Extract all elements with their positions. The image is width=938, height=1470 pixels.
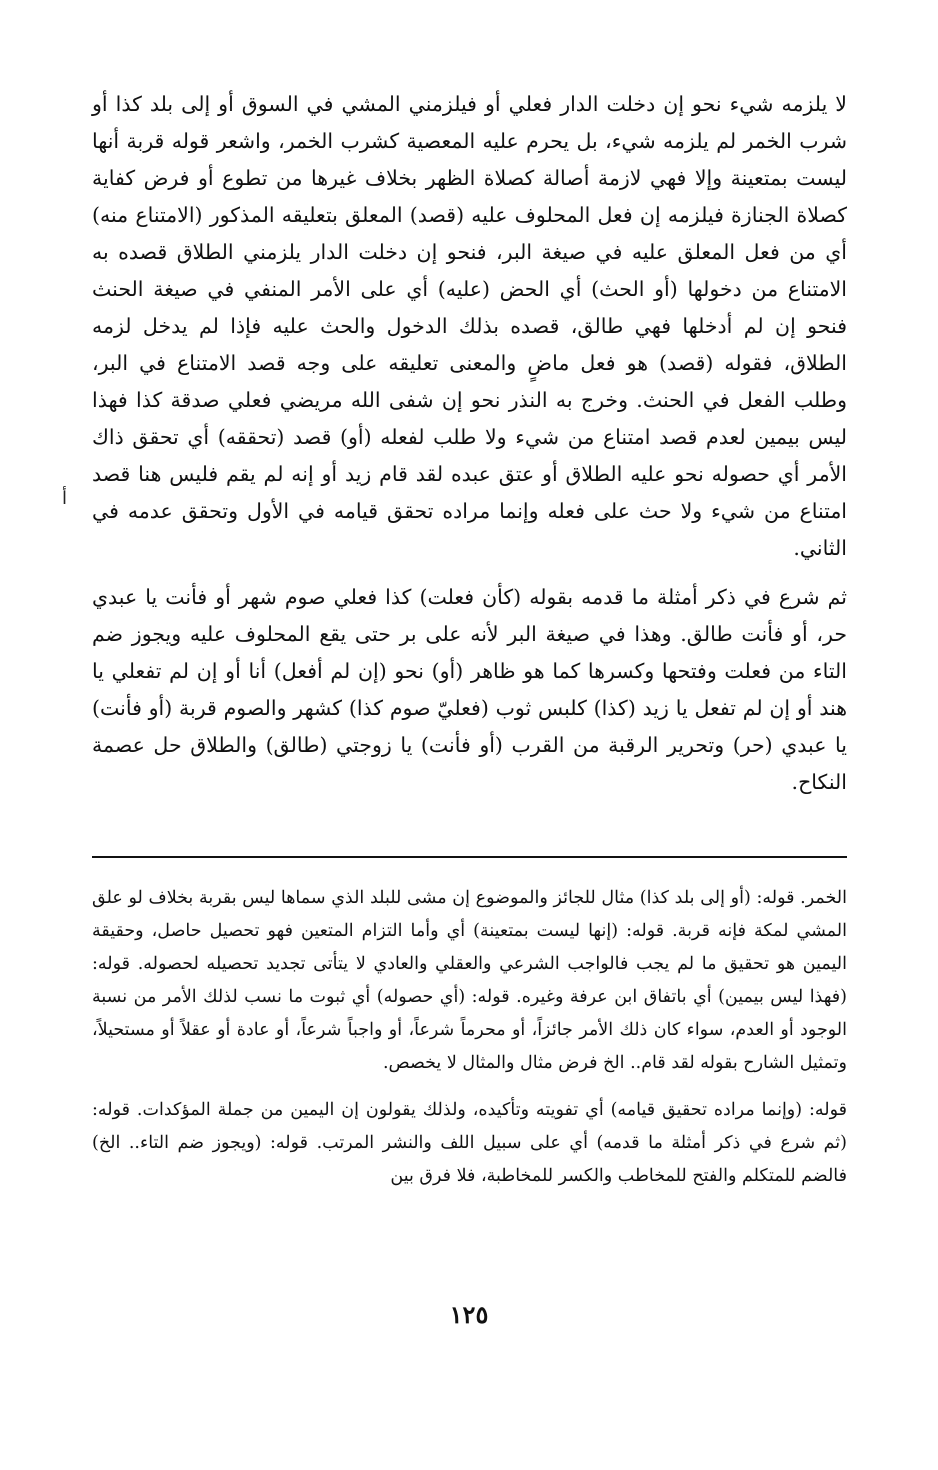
footnote-divider — [92, 856, 847, 858]
main-paragraph-2: ثم شرع في ذكر أمثلة ما قدمه بقوله (كأن فعلت) كذا فعلي صوم شهر أو فأنت يا عبدي حر، أو فأنت طالق. وهذا في صيغة البر لأنه على بر حتى يقع المحلوف عليه ويجوز ضم التاء من فعلت وفتحها وكسرها كما هو ظاهر (أو) نحو (إن لم أفعل) أنا أو إن لم تفعلي يا هند أو إن لم تفعل يا زيد (كذا) كلبس ثوب (فعليّ صوم كذا) كشهر والصوم قربة (أو فأنت) يا عبدي (حر) وتحرير الرقبة من القرب (أو فأنت) يا زوجتي (طالق) والطلاق حل عصمة النكاح. — [92, 585, 847, 794]
margin-mark: أ — [62, 488, 68, 509]
main-text — [92, 86, 847, 801]
footnote-paragraph-1: الخمر. قوله: (أو إلى بلد كذا) مثال للجائز والموضوع إن مشى للبلد الذي سماها ليس بقربة بخلاف لو علق المشي لمكة فإنه قربة. قوله: (إنها ليست بمتعينة) أي وأما التزام المتعين فهو تحصيل حاصل، وحقيقة اليمين هو تحقيق ما لم يجب فالواجب الشرعي والعقلي والعادي لا يتأتى تجديد تحصيله لحصوله. قوله: (فهذا ليس بيمين) أي باتفاق ابن عرفة وغيره. قوله: (أي حصوله) أي ثبوت ما نسب لذلك الأمر من نسبة الوجود أو العدم، سواء كان ذلك الأمر جائزاً، أو محرماً شرعاً، أو واجباً شرعاً، أو عادة أو عقلاً أو مستحيلاً، وتمثيل الشارح بقوله لقد قام.. الخ فرض مثال والمثال لا يخصص. — [92, 888, 847, 1073]
footnote-paragraph-2: قوله: (وإنما مراده تحقيق قيامه) أي تفويته وتأكيده، ولذلك يقولون إن اليمين من جملة المؤكدات. قوله: (ثم شرع في ذكر أمثلة ما قدمه) أي على سبيل اللف والنشر المرتب. قوله: (ويجوز ضم التاء.. الخ) فالضم للمتكلم والفتح للمخاطب والكسر للمخاطبة، فلا فرق بين — [92, 1100, 847, 1186]
main-paragraph-1: لا يلزمه شيء نحو إن دخلت الدار فعلي أو فيلزمني المشي في السوق أو إلى بلد كذا أو شرب الخمر لم يلزمه شيء، بل يحرم عليه المعصية كشرب الخمر، واشعر قوله قربة أنها ليست بمتعينة وإلا فهي لازمة أصالة كصلاة الظهر بخلاف غيرها من تطوع أو فرض كفاية كصلاة الجنازة فيلزمه إن فعل المحلوف عليه (قصد) المعلق بتعليقه المذكور (الامتناع منه) أي من فعل المعلق عليه في صيغة البر، فنحو إن دخلت الدار يلزمني الطلاق قصده به الامتناع من دخولها (أو الحث) أي الحض (عليه) أي على الأمر المنفي في صيغة الحنث فنحو إن لم أدخلها فهي طالق، قصده بذلك الدخول والحث عليه فإذا لم يدخل لزمه الطلاق، فقوله (قصد) هو فعل ماضٍ والمعنى تعليقه على وجه قصد الامتناع في البر، وطلب الفعل في الحنث. وخرج به النذر نحو إن شفى الله مريضي فعلي صدقة كذا فهذا ليس بيمين لعدم قصد امتناع من شيء ولا طلب لفعله (أو) قصد (تحققه) أي تحقق ذاك الأمر أي حصوله نحو عليه الطلاق أو عتق عبده لقد قام زيد أو إنه لم يقم فليس هنا قصد امتناع من شيء ولا حث على فعله وإنما مراده تحقق قيامه في الأول وتحقق عدمه في الثاني. — [92, 92, 847, 560]
page-number: ١٢٥ — [449, 1300, 489, 1329]
footnotes — [92, 882, 847, 1193]
